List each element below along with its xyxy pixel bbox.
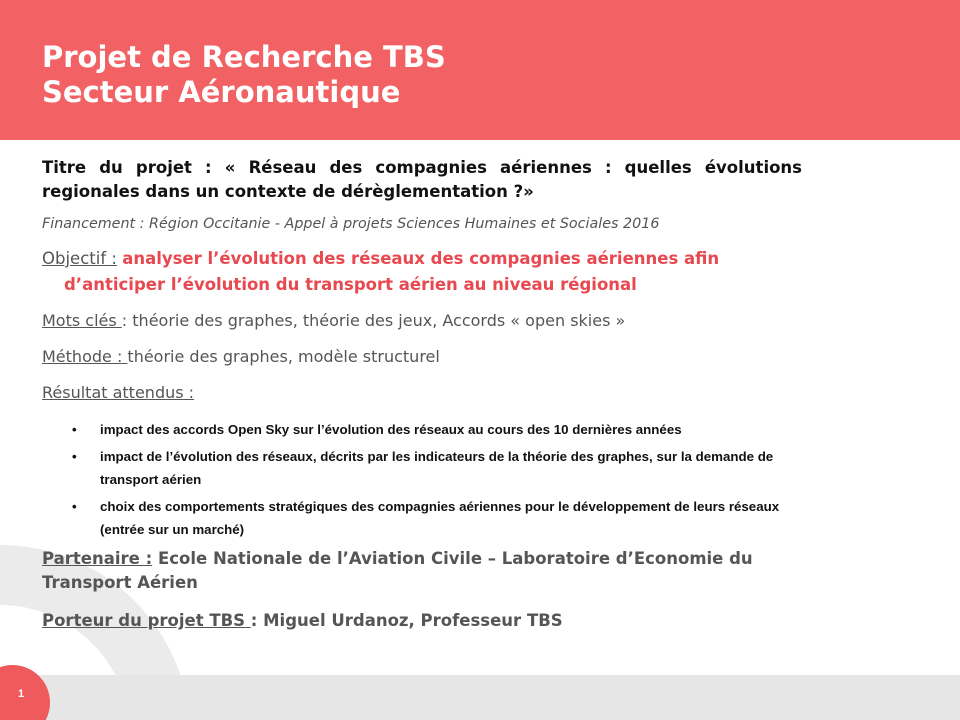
results-heading: [42, 380, 802, 406]
result-text: choix des comportements stratégiques des compagnies aériennes pour le développement de leurs réseaux (entrée sur un marché): [100, 499, 780, 537]
slide-content: [42, 156, 802, 633]
bullet-icon: •: [72, 449, 77, 464]
project-lead: [42, 609, 802, 633]
method: [42, 344, 802, 370]
title-line-1: Projet de Recherche TBS: [42, 40, 446, 74]
keywords-text: : théorie des graphes, théorie des jeux, Accords « open skies »: [121, 311, 626, 330]
results-label: Résultat attendus :: [42, 383, 195, 402]
partner-text: Ecole Nationale de l’Aviation Civile – Laboratoire d’Economie du Transport Aérien: [42, 549, 753, 592]
project-lead-text: : Miguel Urdanoz, Professeur TBS: [250, 611, 563, 630]
partner: [42, 547, 802, 595]
bullet-icon: •: [72, 422, 77, 437]
partner-label: Partenaire :: [42, 549, 153, 568]
method-label: Méthode :: [42, 347, 128, 366]
bullet-icon: •: [72, 499, 77, 514]
title-line-2: Secteur Aéronautique: [42, 75, 401, 109]
method-text: théorie des graphes, modèle structurel: [127, 347, 440, 366]
objective-line-2: d’anticiper l’évolution du transport aérien au niveau régional: [64, 275, 637, 294]
project-lead-label: Porteur du projet TBS: [42, 611, 251, 630]
project-title: [42, 156, 802, 204]
header-banner: [0, 0, 960, 140]
project-title-label: Titre du projet :: [42, 158, 212, 177]
keywords-label: Mots clés: [42, 311, 122, 330]
objective-line-1: analyser l’évolution des réseaux des compagnies aériennes afin: [122, 249, 720, 268]
project-title-text: « Réseau des compagnies aériennes : quelles évolutions regionales dans un contexte de dérèglementation ?»: [42, 158, 802, 201]
keywords: [42, 308, 802, 334]
result-text: impact de l’évolution des réseaux, décrits par les indicateurs de la théorie des graphes, sur la demande de transport aérien: [100, 449, 774, 487]
objective: [42, 246, 802, 298]
slide-title: [42, 40, 446, 110]
list-item: [42, 418, 802, 441]
footer-band: [0, 675, 960, 720]
objective-label: Objectif :: [42, 249, 117, 268]
page-number: 1: [17, 688, 25, 700]
financing: Financement : Région Occitanie - Appel à projets Sciences Humaines et Sociales 2016: [42, 216, 660, 232]
result-text: impact des accords Open Sky sur l’évolution des réseaux au cours des 10 dernières années: [100, 422, 682, 437]
list-item: [42, 495, 802, 541]
list-item: [42, 445, 802, 491]
results-list: [42, 418, 802, 541]
